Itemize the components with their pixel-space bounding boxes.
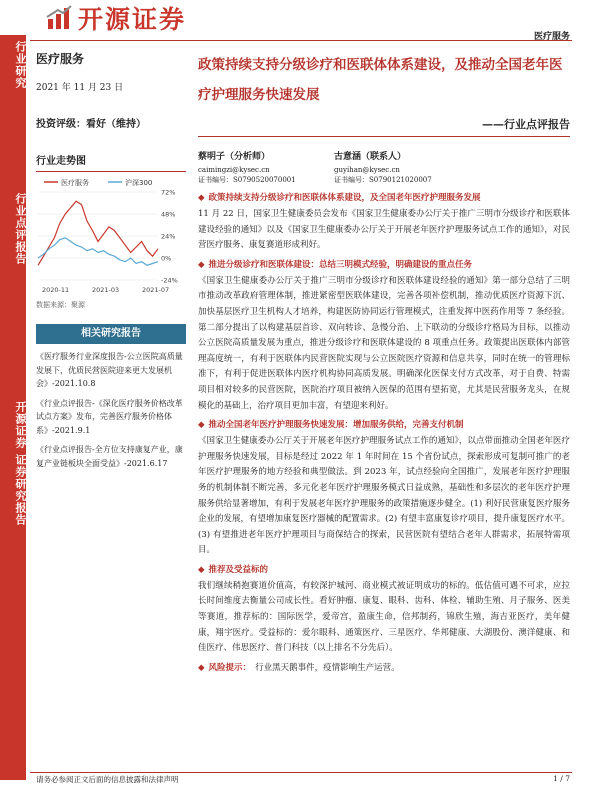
trend-chart-svg	[36, 176, 186, 296]
left-column	[36, 50, 186, 470]
page-number: 1 / 7	[553, 774, 570, 783]
footer-divider	[30, 772, 572, 773]
author-name: 古意涵（联系人）	[334, 152, 407, 162]
author-card	[198, 152, 296, 185]
diamond-bullet-icon: ◆	[198, 193, 205, 203]
section-paragraph: 11 月 22 日，国家卫生健康委员会发布《国家卫生健康委办公厅关于推广三明市分级诊疗和医联体建设经验的通知》以及《国家卫生健康委办公厅关于开展老年医疗护理服务试点工作的通知》，对民营医疗服务、康复赛道形成利好。	[198, 209, 570, 251]
strip-label-securities: 开源证券 证券研究报告	[14, 401, 27, 526]
header-divider	[30, 40, 572, 41]
strip-label-research: 行业研究	[14, 41, 27, 89]
header-category: 医疗服务	[533, 32, 570, 42]
y-tick-label: -24%	[161, 276, 178, 285]
report-body	[198, 192, 570, 675]
author-name: 蔡明子（分析师）	[198, 152, 271, 162]
chart-title: 行业走势图	[36, 152, 186, 172]
section-heading: ◆ 政策持续支持分级诊疗和医联体体系建设，及全国老年医疗护理服务发展	[198, 193, 481, 203]
diamond-bullet-icon: ◆	[198, 420, 205, 431]
y-tick-label: 72%	[161, 188, 176, 197]
author-cert: 证书编号：S0790520070001	[198, 176, 296, 184]
x-tick-label: 2020-11	[42, 286, 70, 294]
risk-text: 行业黑天鹅事件，疫情影响生产运营。	[255, 662, 400, 673]
x-tick-label: 2021-03	[92, 286, 120, 294]
section-paragraph: 我们继续稍抱赛道价值高，有较深护城河、商业模式被证明成功的标的。低估值可遇不可求，应拉长时间维度去衡量公司成长性。看好肿瘤、康复、眼科、齿科、体检、辅助生殖、月子服务、医美等赛道，推荐标的：国际医学，爱帝宫，盈康生命，信邦制药，锦欣生殖，海吉亚医疗，美年健康，翔宇医疗。受益标的：爱尔眼科、通策医疗、三星医疗、华邦健康、大湖股份、澳洋健康、和佳医疗、伟思医疗、普门科技（以上排名不分先后）。	[198, 580, 570, 654]
related-report-item[interactable]: 《行业点评报告-全方位支持康复产业，康复产业链板块全面受益》-2021.6.17	[36, 445, 183, 468]
section-paragraph: 《国家卫生健康委办公厅关于推广三明市分级诊疗和医联体建设经验的通知》第一部分总结了三明市推动改革政府管理体制，推进紧密型医联体建设，完善各项补偿机制，推动优质医疗资源下沉、加快基层医疗卫生机构人才培养，构建医防协同运行管理模式，注重发挥中医药作用等 7 条经验。第二部分提出了以构建基层首诊、双向转诊、急慢分治、上下联动的分级诊疗格局为目标，以推动公立医院高质量发展为重点，推进分级诊疗和医联体建设的 8 项重点任务。政策提出医联体内部管理高度统一，有利于医联体内民营医院实现与公立医院医疗资源和信息共享，同时在统一的管理标准下，有利于促进医联体内医疗机构协同高质发展。明确深化医保支付方式改革，对于自费、特需项目相对较多的民营医院，医院治疗项目被纳入医保的范围有望拓宽，尤其是民营服务龙头，在规模化的基础上，治疗项目更加丰富，有望迎来利好。	[198, 275, 570, 411]
diamond-bullet-icon: ◆	[198, 259, 205, 270]
y-tick-label: 0%	[161, 254, 172, 263]
author-email[interactable]: guyihan@kysec.cn	[334, 166, 400, 174]
legend-label: 医疗服务	[61, 179, 89, 187]
strip-label-report: 行业点评报告	[14, 193, 27, 265]
x-tick-label: 2021-07	[142, 286, 170, 294]
y-tick-label: 48%	[161, 210, 176, 219]
logo-mark-icon	[46, 5, 72, 31]
report-subtitle: ——行业点评报告	[198, 116, 570, 137]
related-report-item[interactable]: 《医疗服务行业深度报告-公立医院高质量发展下，优质民营医院迎来更大发展机会》-2021.10.8	[36, 352, 183, 388]
y-tick-label: 24%	[161, 232, 176, 241]
report-header	[198, 50, 570, 184]
investment-rating: 投资评级：看好（维持）	[36, 119, 146, 130]
legend-label: 沪深300	[125, 179, 153, 187]
related-report-item[interactable]: 《行业点评报告-《深化医疗服务价格改革试点方案》发布，完善医疗服务价格体系》-2021.9.1	[36, 398, 183, 435]
author-email[interactable]: caimingzi@kysec.cn	[198, 166, 270, 174]
author-cert: 证书编号：S0790121020007	[334, 176, 432, 184]
footer-disclaimer: 请务必参阅正文后面的信息披露和法律声明	[36, 775, 179, 784]
section-heading: ◆ 推进分级诊疗和医联体建设：总结三明模式经验，明确建设的重点任务	[198, 259, 473, 270]
risk-warning: ◆ 风险提示： 行业黑天鹅事件，疫情影响生产运营。	[198, 662, 400, 673]
author-card	[334, 152, 432, 185]
related-reports-title: 相关研究报告	[36, 324, 186, 344]
trend-chart	[36, 176, 186, 296]
diamond-bullet-icon: ◆	[198, 564, 205, 575]
series-line	[38, 201, 158, 265]
section-heading: ◆ 推动全国老年医疗护理服务快速发展：增加服务供给，完善支付机制	[198, 420, 464, 431]
diamond-bullet-icon: ◆	[198, 662, 205, 673]
report-title: 政策持续支持分级诊疗和医联体体系建设，及推动全国老年医疗护理服务快速发展	[198, 57, 563, 103]
side-strip	[0, 35, 26, 780]
section-paragraph: 《国家卫生健康委办公厅关于开展老年医疗护理服务试点工作的通知》，以点带面推动全国老年医疗护理服务快速发展，目标是经过 2022 年 1 年时间在 15 个省份试点，探索形成可复制可推广的老年医疗护理服务的地方经验和典型做法。到 2023 年，试点经验向全国推广，发展老年医疗护理服务的机制体制不断完善，多元化老年医疗护理服务模式日益成熟，基础性和多层次的老年医疗护理服务供给显著增加，有利于发展老年医疗护理服务的政策措施逐步健全。(1) 利好民营康复医疗服务企业的发展，有望增加康复医疗器械的配置需求。(2) 有望丰富康复诊疗项目，提升康复医疗水平。(3) 有望推进老年医疗护理项目与商保结合的探索，民营医院有望结合老年人群需求，拓展特需项目。	[198, 436, 570, 556]
logo-text: 开源证券	[78, 5, 187, 34]
report-date: 2021 年 11 月 23 日	[36, 83, 124, 93]
section-heading: ◆ 推荐及受益标的	[198, 564, 269, 575]
brand-logo	[46, 2, 186, 34]
chart-source: 数据来源：聚源	[36, 301, 85, 309]
industry-name: 医疗服务	[36, 52, 85, 66]
